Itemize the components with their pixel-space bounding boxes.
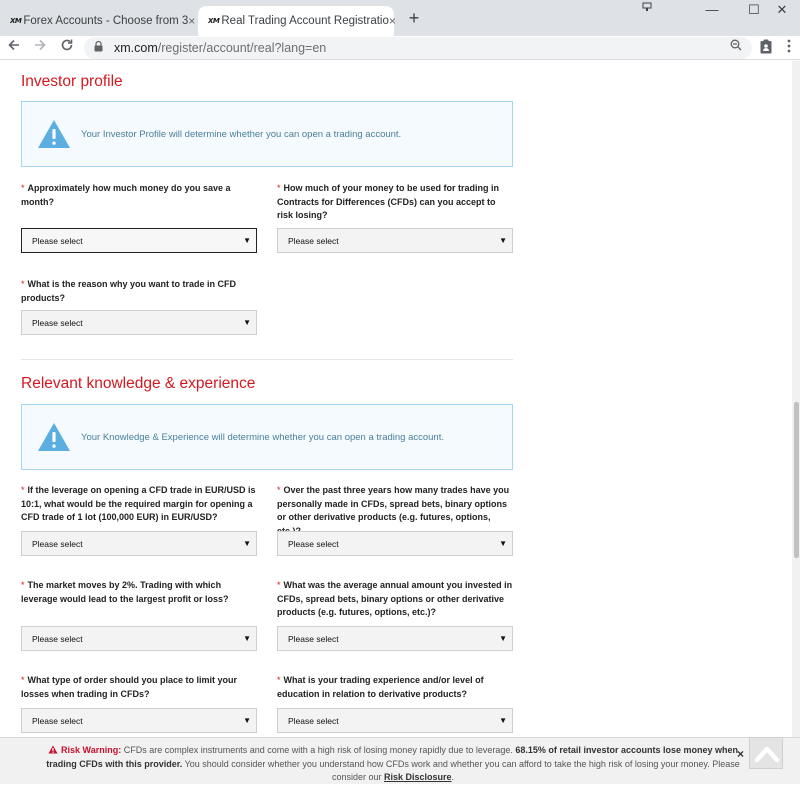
question-trading-experience [277,674,513,701]
required-mark: * [21,485,25,495]
chevron-up-icon [750,738,784,768]
browser-tab-bar [0,0,800,36]
trading-reason-select[interactable] [21,310,257,335]
tab-real-trading-account[interactable] [198,6,394,36]
xm-favicon-icon: XM [208,17,220,25]
forward-icon[interactable] [29,38,51,58]
notice-text: Your Knowledge & Experience will determine whether you can open a trading account. [81,431,444,443]
caret-down-icon: ▼ [499,539,507,548]
question-label: What is the reason why you want to trade in CFD products? [21,279,237,303]
order-type-select[interactable] [21,708,257,733]
tab-title: Real Trading Account Registratio [221,15,389,27]
tab-title: Forex Accounts - Choose from 3 [23,15,189,27]
window-close-icon[interactable]: ✕ [776,2,788,17]
question-market-move [21,579,257,606]
question-monthly-savings [21,182,257,209]
back-to-top-button[interactable] [749,737,783,769]
new-tab-icon[interactable]: + [408,8,420,28]
monthly-savings-select[interactable] [21,228,257,253]
xm-favicon-icon: XM [10,17,22,25]
zoom-icon[interactable] [730,39,742,54]
section-divider [21,359,513,360]
select-value: Please select [288,235,339,246]
question-label: What was the average annual amount you invested in CFDs, spread bets, binary options or other derivative products (e.g. futures, options, etc.)? [277,580,513,617]
select-value: Please select [32,317,83,328]
caret-down-icon: ▼ [243,634,251,643]
caret-down-icon: ▼ [243,236,251,245]
warning-icon [37,119,71,149]
question-label: Approximately how much money do you save a month? [21,183,231,207]
maximize-icon[interactable]: ☐ [748,2,760,17]
question-label: The market moves by 2%. Trading with which leverage would lead to the largest profit or loss? [21,580,229,604]
question-label: How much of your money to be used for trading in Contracts for Differences (CFDs) can you accept to risk losing? [277,183,500,220]
required-mark: * [277,580,281,590]
scrollbar-thumb[interactable] [794,402,799,558]
caret-down-icon: ▼ [499,634,507,643]
market-move-select[interactable] [21,626,257,651]
browser-toolbar [0,36,800,60]
tab-forex-accounts[interactable] [0,6,196,36]
question-trades-count [277,484,513,538]
risk-disclosure-link[interactable]: Risk Disclosure [384,772,452,782]
back-icon[interactable] [3,38,25,58]
trades-count-select[interactable] [277,531,513,556]
address-bar[interactable] [84,37,752,59]
caret-down-icon: ▼ [499,716,507,725]
risk-warning-label [48,745,121,755]
question-order-type [21,674,257,701]
question-leverage-margin [21,484,257,525]
select-value: Please select [288,633,339,644]
minimize-icon[interactable]: — [705,2,719,17]
risk-close-icon[interactable]: × [737,747,745,761]
select-value: Please select [32,235,83,246]
risk-end: . [451,772,455,782]
menu-icon[interactable] [782,38,796,58]
caret-down-icon: ▼ [499,236,507,245]
page-scrollbar[interactable] [792,61,800,737]
lock-icon [94,41,108,55]
tab-close-icon[interactable]: × [388,14,396,28]
risk-amount-select[interactable] [277,228,513,253]
risk-warning-bar [0,737,800,784]
question-label: Over the past three years how many trades have you personally made in CFDs, spread bets, binary options or other derivative products (e.g. futures, options, [277,485,510,522]
page-content [0,61,800,784]
annual-investment-select[interactable] [277,626,513,651]
risk-label-text: Risk Warning: [61,745,122,755]
warning-triangle-icon [48,745,58,754]
risk-warning-text [40,744,746,785]
caret-down-icon: ▼ [243,539,251,548]
url-host: xm.com [114,41,158,55]
window-extension-icon[interactable] [632,0,662,22]
knowledge-experience-title: Relevant knowledge & experience [21,375,256,392]
knowledge-experience-notice [21,404,513,470]
caret-down-icon: ▼ [243,716,251,725]
trading-experience-select[interactable] [277,708,513,733]
question-trading-reason [21,278,257,305]
question-annual-investment [277,579,513,620]
question-label: If the leverage on opening a CFD trade in EUR/USD is 10:1, what would be the required margin for opening a CFD trade of 1 lot (100,000 EUR) in EUR/USD? [21,485,256,522]
required-mark: * [21,675,25,685]
warning-icon [37,422,71,452]
extension-icon[interactable] [758,39,774,57]
required-mark: * [21,279,25,289]
caret-down-icon: ▼ [243,318,251,327]
required-mark: * [277,675,281,685]
leverage-margin-select[interactable] [21,531,257,556]
required-mark: * [277,183,281,193]
reload-icon[interactable] [56,38,78,58]
notice-text: Your Investor Profile will determine whether you can open a trading account. [81,128,402,140]
tab-close-icon[interactable]: × [188,14,196,28]
select-value: Please select [32,538,83,549]
select-value: Please select [32,633,83,644]
required-mark: * [277,485,281,495]
required-mark: * [21,580,25,590]
question-risk-amount [277,182,513,223]
investor-profile-notice [21,101,513,167]
select-value: Please select [32,715,83,726]
select-value: Please select [288,715,339,726]
risk-text-2: You should consider whether you understand how CFDs work and whether you can afford to take the high risk of losing your money. Please consider our [184,758,740,782]
question-label: What type of order should you place to limit your losses when trading in CFDs? [21,675,238,699]
url-path: /register/account/real?lang=en [157,41,327,55]
risk-text-1: CFDs are complex instruments and come with a high risk of losing money rapidly due to leverage. [123,745,513,755]
url-text [108,41,326,55]
investor-profile-title: Investor profile [21,73,123,90]
question-label: What is your trading experience and/or level of education in relation to derivative products? [277,675,484,699]
required-mark: * [21,183,25,193]
select-value: Please select [288,538,339,549]
risk-stat-text: 68.15% of retail investor accounts lose money when trading CFDs with this provider. [46,745,738,769]
